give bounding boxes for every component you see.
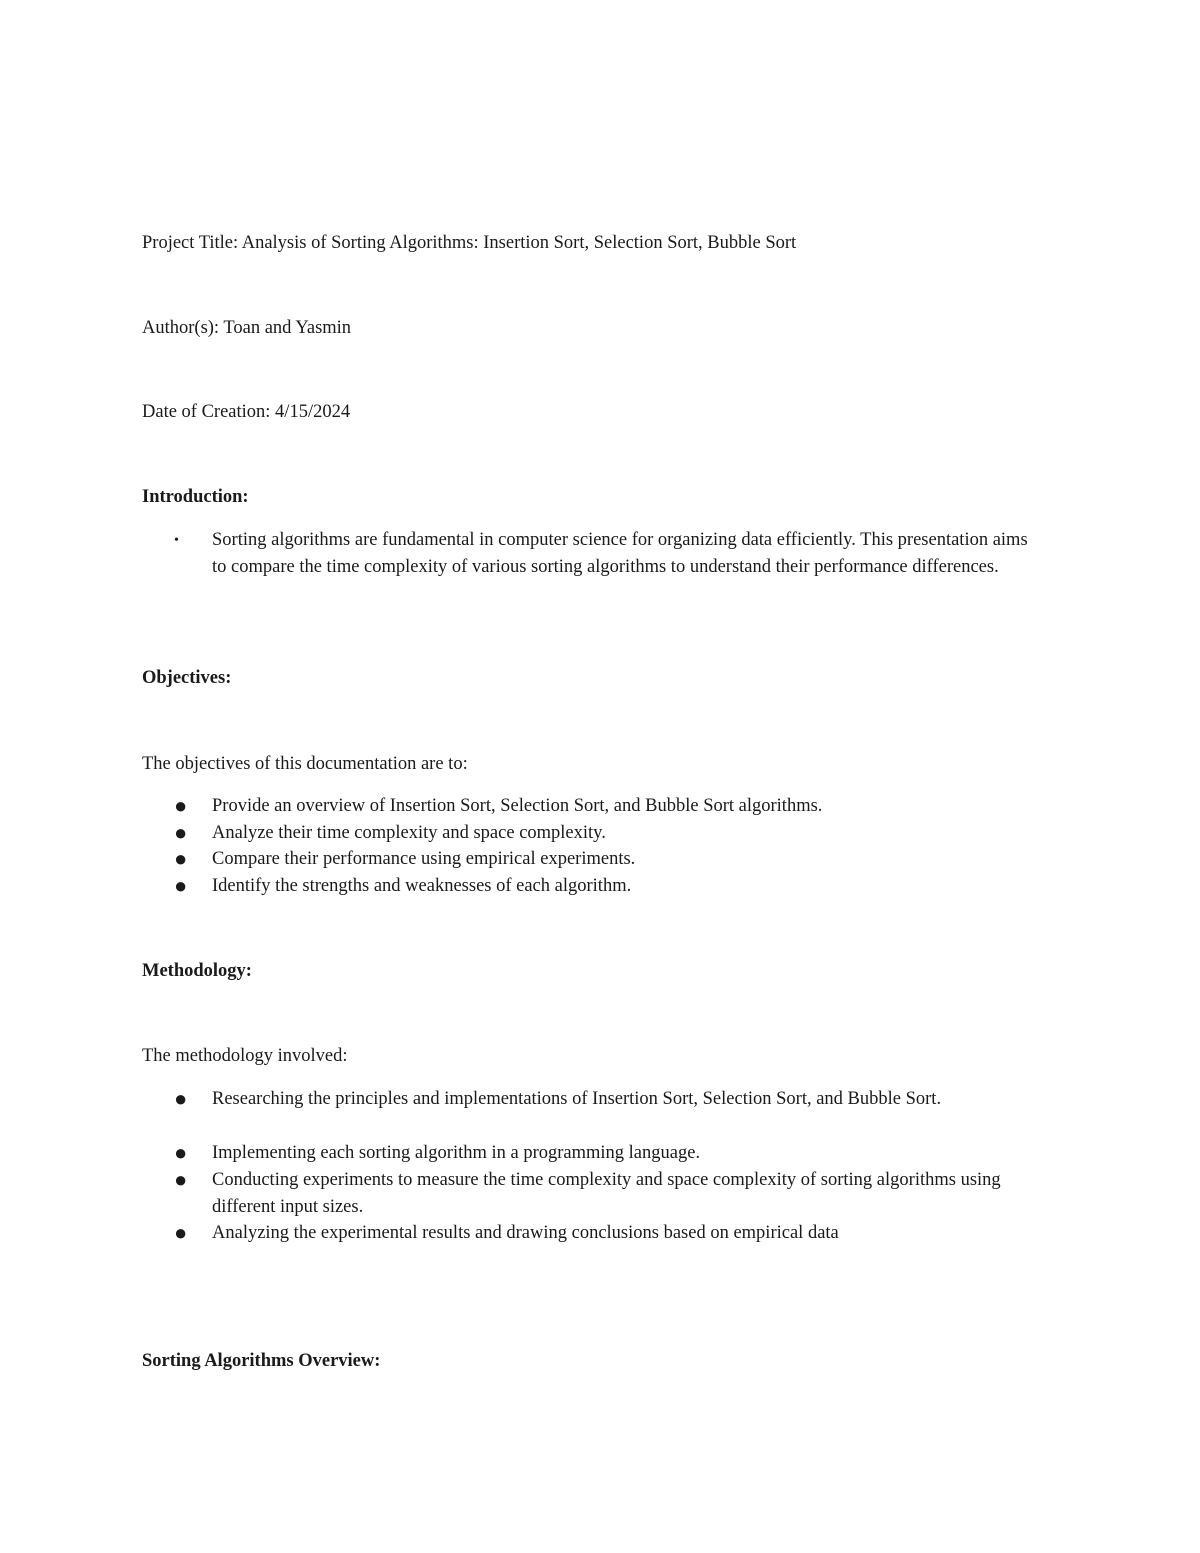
methodology-item-text: Implementing each sorting algorithm in a programming language. bbox=[212, 1143, 701, 1163]
authors-line: Author(s): Toan and Yasmin bbox=[142, 318, 352, 338]
methodology-heading: Methodology: bbox=[142, 961, 252, 981]
date-line: Date of Creation: 4/15/2024 bbox=[142, 402, 351, 422]
introduction-item-text: Sorting algorithms are fundamental in computer science for organizing data efficiently. This presentation aims to compare the time complexity of various sorting algorithms to understand their performance differences. bbox=[212, 530, 1028, 577]
introduction-heading: Introduction: bbox=[142, 487, 249, 507]
objectives-item-text: Provide an overview of Insertion Sort, Selection Sort, and Bubble Sort algorithms. bbox=[212, 796, 823, 816]
methodology-lead: The methodology involved: bbox=[142, 1046, 348, 1066]
objectives-lead: The objectives of this documentation are to: bbox=[142, 754, 468, 774]
methodology-item-text: Researching the principles and implementations of Insertion Sort, Selection Sort, and Bubble Sort. bbox=[212, 1089, 942, 1109]
bullet-icon: ● bbox=[174, 1167, 188, 1192]
objectives-item-text: Analyze their time complexity and space complexity. bbox=[212, 823, 606, 843]
objectives-item-text: Compare their performance using empirical experiments. bbox=[212, 849, 636, 869]
bullet-icon: ● bbox=[174, 1220, 188, 1245]
methodology-item-text: Conducting experiments to measure the time complexity and space complexity of sorting algorithms using different input sizes. bbox=[212, 1170, 1001, 1217]
methodology-item-text: Analyzing the experimental results and drawing conclusions based on empirical data bbox=[212, 1223, 839, 1243]
bullet-icon: ● bbox=[174, 1086, 188, 1111]
bullet-icon: ● bbox=[174, 873, 188, 898]
bullet-icon: ● bbox=[174, 820, 188, 845]
bullet-icon: ● bbox=[174, 846, 188, 871]
overview-heading: Sorting Algorithms Overview: bbox=[142, 1351, 381, 1371]
bullet-icon: • bbox=[174, 533, 179, 548]
bullet-icon: ● bbox=[174, 793, 188, 818]
bullet-icon: ● bbox=[174, 1140, 188, 1165]
objectives-heading: Objectives: bbox=[142, 668, 232, 688]
objectives-item-text: Identify the strengths and weaknesses of each algorithm. bbox=[212, 876, 632, 896]
project-title: Project Title: Analysis of Sorting Algorithms: Insertion Sort, Selection Sort, Bubble Sort bbox=[142, 233, 797, 253]
